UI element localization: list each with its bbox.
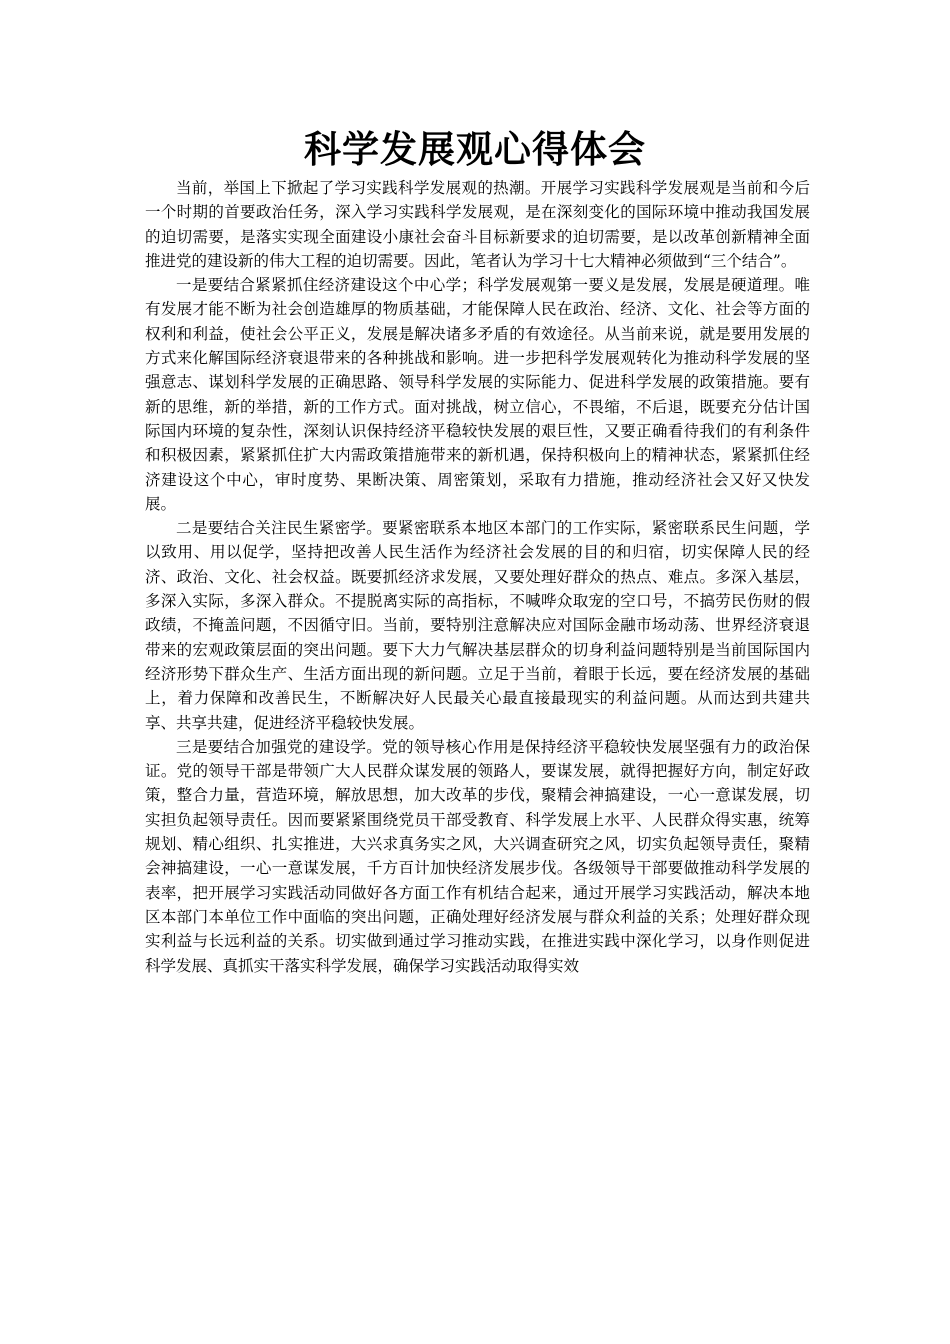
document-body <box>145 176 810 978</box>
paragraph-economic-construction: 一是要结合紧紧抓住经济建设这个中心学；科学发展观第一要义是发展，发展是硬道理。唯有发展才能不断为社会创造雄厚的物质基础，才能保障人民在政治、经济、文化、社会等方面的权利和利益，使社会公平正义，发展是解决诸多矛盾的有效途径。从当前来说，就是要用发展的方式来化解国际经济衰退带来的各种挑战和影响。进一步把科学发展观转化为推动科学发展的坚强意志、谋划科学发展的正确思路、领导科学发展的实际能力、促进科学发展的政策措施。要有新的思维，新的举措，新的工作方式。面对挑战，树立信心，不畏缩，不后退，既要充分估计国际国内环境的复杂性，深刻认识保持经济平稳较快发展的艰巨性，又要正确看待我们的有利条件和积极因素，紧紧抓住扩大内需政策措施带来的新机遇，保持积极向上的精神状态，紧紧抓住经济建设这个中心，审时度势、果断决策、周密策划，采取有力措施，推动经济社会又好又快发展。 <box>145 276 810 513</box>
document-title: 科学发展观心得体会 <box>304 128 646 171</box>
paragraph-livelihood: 二是要结合关注民生紧密学。要紧密联系本地区本部门的工作实际，紧密联系民生问题，学以致用、用以促学，坚持把改善人民生活作为经济社会发展的目的和归宿，切实保障人民的经济、政治、文化、社会权益。既要抓经济求发展，又要处理好群众的热点、难点。多深入基层，多深入实际，多深入群众。不提脱离实际的高指标，不喊哗众取宠的空口号，不搞劳民伤财的假政绩，不掩盖问题，不因循守旧。当前，要特别注意解决应对国际金融市场动荡、世界经济衰退带来的宏观政策层面的突出问题。要下大力气解决基层群众的切身利益问题特别是当前国际国内经济形势下群众生产、生活方面出现的新问题。立足于当前，着眼于长远，要在经济发展的基础上，着力保障和改善民生，不断解决好人民最关心最直接最现实的利益问题。从而达到共建共享、共享共建，促进经济平稳较快发展。 <box>145 519 810 732</box>
paragraph-intro: 当前，举国上下掀起了学习实践科学发展观的热潮。开展学习实践科学发展观是当前和今后一个时期的首要政治任务，深入学习实践科学发展观，是在深刻变化的国际环境中推动我国发展的迫切需要，是落实实现全面建设小康社会奋斗目标新要求的迫切需要，是以改革创新精神全面推进党的建设新的伟大工程的迫切需要。因此，笔者认为学习十七大精神必须做到“三个结合”。 <box>145 179 810 270</box>
paragraph-party-building: 三是要结合加强党的建设学。党的领导核心作用是保持经济平稳较快发展坚强有力的政治保证。党的领导干部是带领广大人民群众谋发展的领路人，要谋发展，就得把握好方向，制定好政策，整合力量，营造环境，解放思想，加大改革的步伐，聚精会神搞建设，一心一意谋发展，切实担负起领导责任。因而要紧紧围绕党员干部受教育、科学发展上水平、人民群众得实惠，统筹规划、精心组织、扎实推进，大兴求真务实之风，大兴调查研究之风，切实负起领导责任，聚精会神搞建设，一心一意谋发展，千方百计加快经济发展步伐。各级领导干部要做推动科学发展的表率，把开展学习实践活动同做好各方面工作有机结合起来，通过开展学习实践活动，解决本地区本部门本单位工作中面临的突出问题，正确处理好经济发展与群众利益的关系；处理好群众现实利益与长远利益的关系。切实做到通过学习推动实践，在推进实践中深化学习，以身作则促进科学发展、真抓实干落实科学发展，确保学习实践活动取得实效 <box>145 737 810 975</box>
